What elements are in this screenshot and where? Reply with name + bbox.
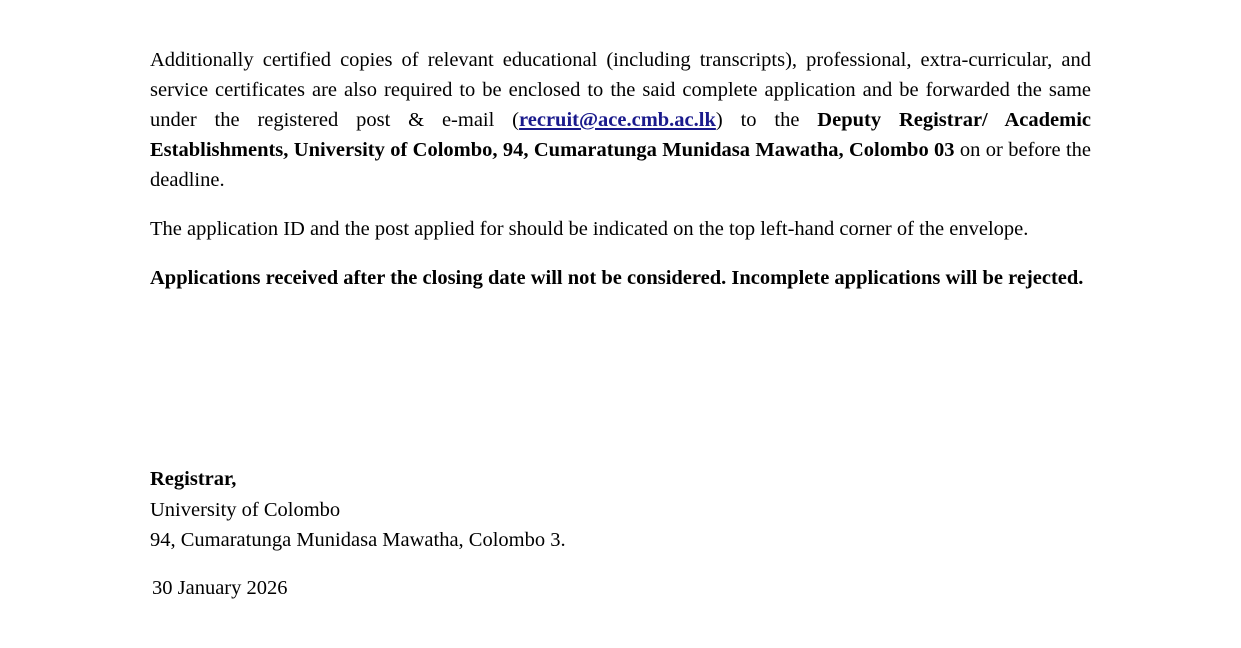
paragraph-late-applications — [150, 263, 1091, 293]
signature-block — [150, 464, 850, 556]
paragraph-spacer — [150, 244, 1091, 263]
signature-address: 94, Cumaratunga Munidasa Mawatha, Colombo 3. — [150, 529, 566, 551]
recruitment-email-link[interactable]: recruit@ace.cmb.ac.lk — [519, 109, 716, 131]
deputy-registrar-address: Deputy Registrar/ Academic Establishments, University of Colombo, 94, Cumaratunga Munidasa Mawatha, Colombo 03 — [150, 109, 1091, 161]
paragraph-text-to-the: ) to the — [715, 109, 818, 131]
paragraph-text-intro: Additionally certified copies of relevant educational (including transcripts), professional, extra-curricular, and service certificates are also required to be enclosed to the said complete application and be forwarded the same under the registered post & e-mail ( — [150, 49, 1091, 131]
paragraph-application-id — [150, 214, 1091, 244]
paragraph-certified-copies — [150, 45, 1091, 195]
document-date: 30 January 2026 — [152, 577, 288, 599]
paragraph-application-id-text: The application ID and the post applied for should be indicated on the top left-hand corner of the envelope. — [150, 218, 1029, 240]
document-body — [150, 45, 1091, 293]
signature-title: Registrar, — [150, 468, 237, 490]
paragraph-spacer — [150, 195, 1091, 214]
signature-institution: University of Colombo — [150, 498, 341, 521]
paragraph-late-applications-text: Applications received after the closing date will not be considered. Incomplete applications will be rejected. — [150, 267, 1084, 289]
paragraph-text-deadline: on or before the deadline. — [150, 139, 1091, 191]
